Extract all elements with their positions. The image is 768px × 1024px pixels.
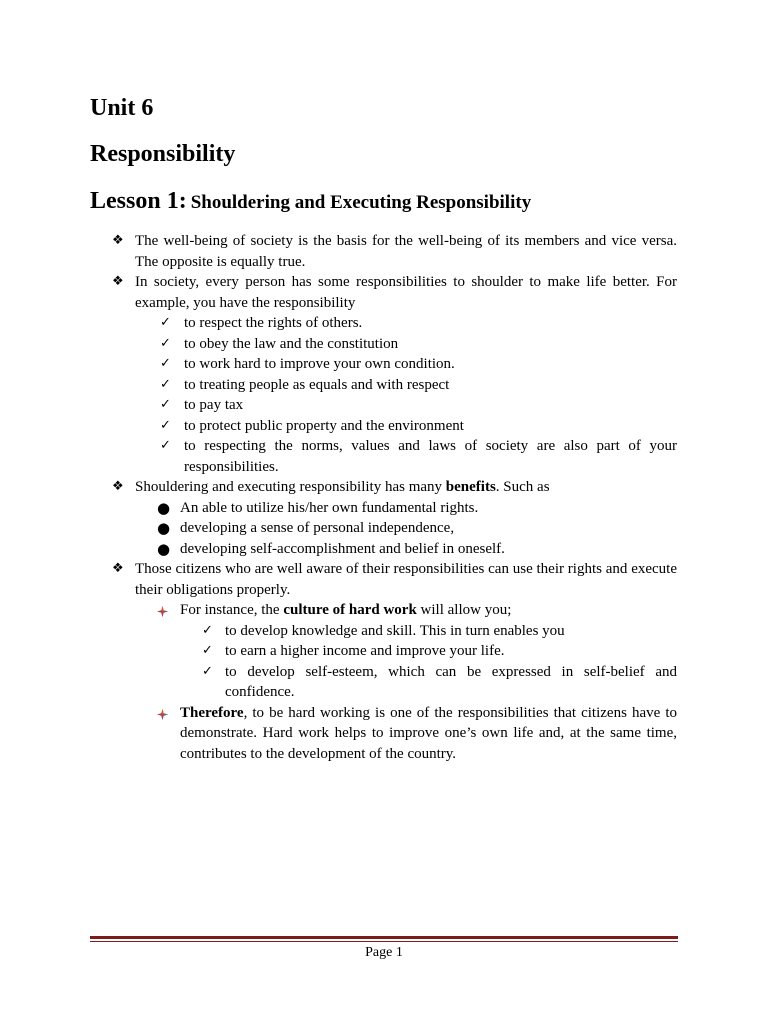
list-item — [135, 600, 677, 703]
list-item — [135, 539, 677, 560]
check-text: to work hard to improve your own condition. — [184, 356, 455, 372]
point-text: The well-being of society is the basis for the well-being of its members and vice versa. The opposite is equally true. — [135, 233, 677, 270]
check-text: to obey the law and the constitution — [184, 335, 399, 352]
list-item — [135, 436, 677, 477]
check-text: to pay tax — [184, 397, 244, 413]
checkmark-icon: ✓ — [160, 315, 171, 330]
list-item — [135, 375, 677, 396]
main-point-list — [90, 231, 677, 764]
sub-point-text: For instance, the culture of hard work will allow you; — [180, 602, 512, 618]
list-item — [135, 313, 677, 334]
hard-work-checklist — [180, 621, 677, 703]
checkmark-icon: ✓ — [160, 335, 171, 351]
list-item — [135, 498, 677, 519]
responsibility-checklist — [135, 313, 677, 477]
list-item — [90, 231, 677, 272]
check-text: to develop self-esteem, which can be expressed in self-belief and confidence. — [225, 663, 677, 700]
topic-title: Responsibility — [90, 141, 236, 167]
four-point-star-bullet-icon — [157, 600, 168, 621]
list-item — [90, 477, 677, 559]
point-text: In society, every person has some responsibilities to shoulder to make life better. For example, you have the responsibility — [135, 274, 677, 311]
list-item — [135, 518, 677, 539]
diamond-bullet-icon: ❖ — [112, 561, 124, 576]
benefits-list — [135, 498, 677, 560]
check-text: to respect the rights of others. — [184, 315, 363, 331]
lesson-title: Shouldering and Executing Responsibility — [190, 192, 532, 213]
list-item — [90, 272, 677, 477]
list-item — [90, 559, 677, 764]
check-text: to protect public property and the environment — [184, 417, 464, 434]
diamond-bullet-icon: ❖ — [112, 274, 124, 289]
unit-title: Unit 6 — [90, 95, 154, 121]
checkmark-icon: ✓ — [202, 622, 213, 638]
list-item — [135, 395, 677, 416]
lesson-heading — [90, 186, 677, 219]
checkmark-icon: ✓ — [202, 663, 213, 679]
check-text: to develop knowledge and skill. This in turn enables you — [225, 622, 565, 639]
check-text: to respecting the norms, values and laws of society are also part of your responsibilities. — [184, 438, 677, 475]
page-number: Page 1 — [365, 945, 403, 960]
list-item — [180, 641, 677, 662]
round-bullet-icon: ● — [157, 539, 171, 558]
checkmark-icon: ✓ — [202, 643, 213, 658]
lesson-number: Lesson 1: — [90, 188, 187, 214]
checkmark-icon: ✓ — [160, 397, 171, 412]
point-text: Those citizens who are well aware of their responsibilities can use their rights and execute their obligations properly. — [135, 561, 677, 598]
list-item — [135, 354, 677, 375]
round-bullet-icon: ● — [157, 519, 171, 537]
point-text: Shouldering and executing responsibility has many benefits. Such as — [135, 479, 550, 495]
list-item — [135, 416, 677, 437]
round-bullet-icon: ● — [157, 498, 171, 517]
bullet-text: An able to utilize his/her own fundamental rights. — [180, 499, 479, 516]
sub-point-list — [135, 600, 677, 764]
list-item — [180, 662, 677, 703]
checkmark-icon: ✓ — [160, 376, 171, 392]
list-item — [135, 703, 677, 765]
list-item — [180, 621, 677, 642]
check-text: to treating people as equals and with respect — [184, 376, 450, 393]
checkmark-icon: ✓ — [160, 417, 171, 433]
diamond-bullet-icon: ❖ — [112, 233, 124, 248]
checkmark-icon: ✓ — [160, 356, 171, 371]
footer-divider — [90, 936, 678, 939]
checkmark-icon: ✓ — [160, 438, 171, 453]
diamond-bullet-icon: ❖ — [112, 479, 124, 494]
benefits-emphasis: benefits — [445, 479, 496, 495]
check-text: to earn a higher income and improve your life. — [225, 643, 505, 659]
sub-point-text: Therefore, to be hard working is one of the responsibilities that citizens have to demonstrate. Hard work helps to improve one’s own life and, at the same time, contributes to the development of the country. — [180, 704, 677, 762]
bullet-text: developing self-accomplishment and belief in oneself. — [180, 540, 505, 557]
therefore-emphasis: Therefore — [180, 704, 244, 721]
list-item — [135, 334, 677, 355]
footer-divider-thin — [90, 941, 678, 942]
four-point-star-bullet-icon — [157, 703, 168, 724]
bullet-text: developing a sense of personal independence, — [180, 520, 455, 536]
hard-work-emphasis: culture of hard work — [283, 602, 417, 618]
document-body — [90, 93, 677, 764]
